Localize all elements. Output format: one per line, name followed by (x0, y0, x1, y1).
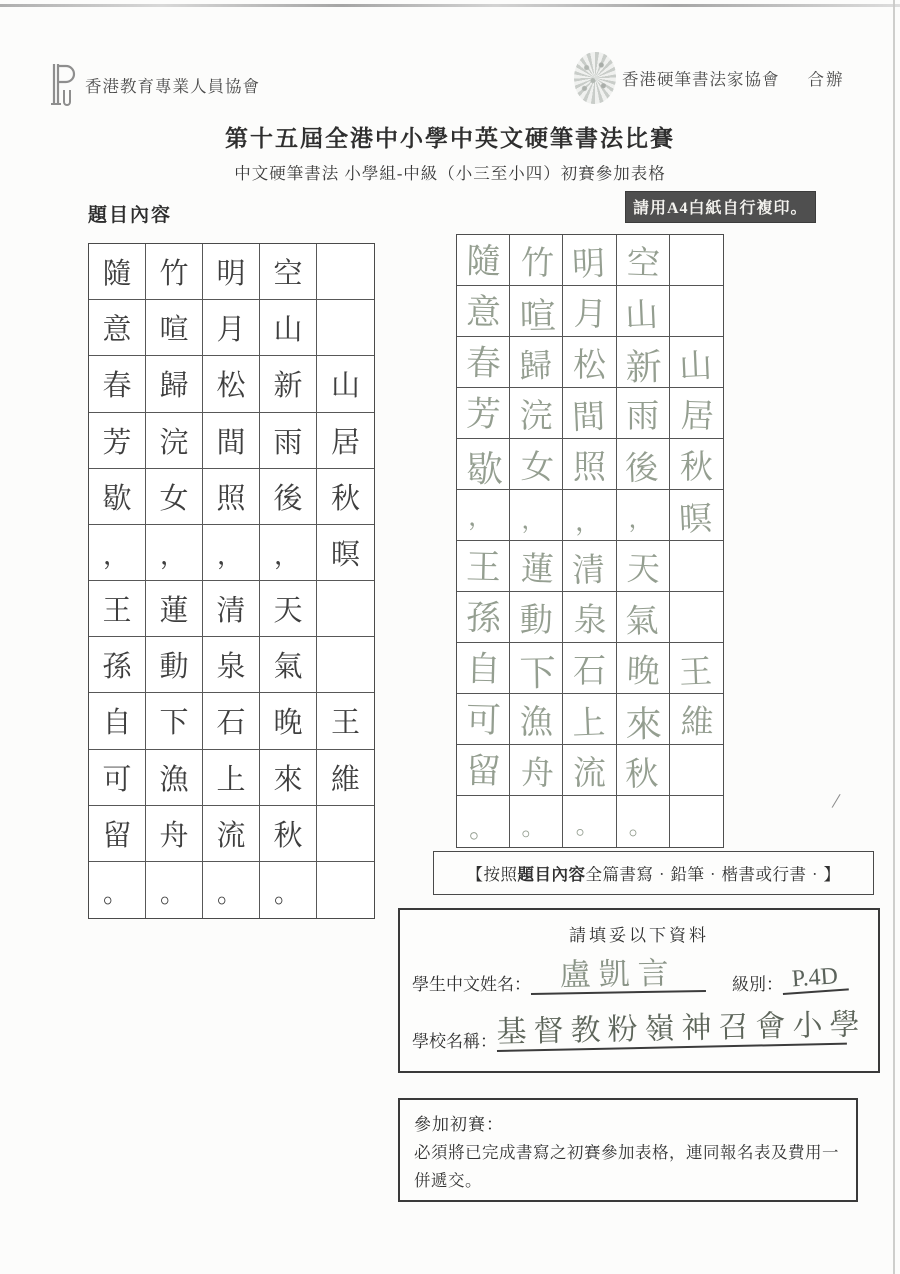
grid-cell-character: 暝 (678, 500, 713, 539)
grid-cell (317, 637, 374, 693)
scan-edge-top (0, 4, 900, 7)
grid-cell (563, 439, 616, 490)
grid-cell (670, 592, 723, 643)
grid-cell-character: ， (103, 541, 130, 570)
grid-cell-character: 可 (465, 701, 501, 741)
grid-cell (670, 286, 723, 337)
grid-cell-character: 。 (520, 814, 546, 842)
student-info-form (398, 908, 880, 1073)
grid-cell (89, 637, 146, 693)
grid-cell-character: 間 (571, 398, 606, 437)
grid-cell (457, 286, 510, 337)
grid-cell-character: 芳 (102, 426, 132, 459)
grid-cell (617, 235, 670, 286)
grid-cell-character: 王 (102, 595, 132, 628)
page-title: 第十五屆全港中小學中英文硬筆書法比賽 (225, 126, 675, 151)
grid-cell-character: 動 (519, 602, 553, 639)
grid-cell-character: 空 (273, 258, 303, 291)
grid-cell (203, 356, 260, 412)
grid-cell-character: 天 (626, 550, 661, 589)
grid-cell (670, 694, 723, 745)
grid-cell-character: 秋 (330, 482, 360, 515)
grid-cell (260, 581, 317, 637)
grid-cell-character: 喧 (159, 314, 189, 347)
grid-cell-character: 晚 (626, 652, 661, 691)
handwritten-grid (456, 234, 724, 848)
grid-cell-character: 女 (520, 448, 555, 487)
school-row (412, 1008, 867, 1052)
grid-cell (146, 637, 203, 693)
grid-cell (563, 541, 616, 592)
grid-cell-character: 後 (624, 449, 660, 488)
grid-cell-character: 自 (102, 707, 132, 740)
grid-cell (510, 490, 563, 541)
grid-cell (457, 592, 510, 643)
grid-cell (146, 806, 203, 862)
grid-cell (457, 490, 510, 541)
grid-cell (457, 745, 510, 796)
grid-cell (317, 356, 374, 412)
grid-cell-character: 隨 (102, 258, 132, 291)
grid-cell (563, 643, 616, 694)
page-subtitle: 中文硬筆書法 小學組-中級（小三至小四）初賽參加表格 (234, 164, 666, 183)
grid-cell (510, 439, 563, 490)
grid-cell (670, 643, 723, 694)
grid-cell (146, 356, 203, 412)
grid-cell-character: 照 (572, 449, 606, 486)
grid-cell-character: 氣 (624, 602, 660, 641)
grid-cell-character: 山 (678, 347, 713, 386)
grid-cell-character: 舟 (520, 754, 555, 793)
grid-cell (563, 235, 616, 286)
grid-cell-character: ， (468, 504, 494, 533)
grid-cell-character: ， (575, 508, 603, 538)
name-class-row (412, 955, 849, 995)
instruction-suffix: 全篇書寫‧鉛筆‧楷書或行書‧】 (585, 865, 841, 884)
grid-cell (563, 592, 616, 643)
grid-cell-character: 秋 (273, 819, 303, 852)
grid-cell (510, 796, 563, 847)
grid-cell (510, 643, 563, 694)
grid-cell-character: 秋 (624, 755, 660, 794)
grid-cell-character: 意 (465, 293, 501, 333)
grid-cell (563, 796, 616, 847)
grid-cell (146, 581, 203, 637)
grid-cell-character: 意 (102, 314, 132, 347)
grid-cell-character: 春 (102, 370, 132, 403)
grid-cell (260, 469, 317, 525)
grid-cell (317, 693, 374, 749)
grid-cell-character: 。 (628, 814, 653, 840)
grid-cell (146, 862, 203, 918)
grid-cell (260, 750, 317, 806)
grid-cell (89, 806, 146, 862)
grid-cell (563, 337, 616, 388)
scan-edge-right (893, 0, 895, 1274)
co-organizer-label: 合辦 (807, 70, 845, 89)
grid-cell (89, 300, 146, 356)
grid-cell-character: 後 (273, 482, 303, 515)
preliminary-round-notice (398, 1098, 858, 1202)
grid-cell (89, 413, 146, 469)
grid-cell (89, 862, 146, 918)
grid-cell (146, 693, 203, 749)
grid-cell-character: 明 (216, 258, 246, 291)
grid-cell (510, 337, 563, 388)
grid-cell (563, 694, 616, 745)
grid-cell (260, 806, 317, 862)
grid-cell-character: 秋 (679, 449, 713, 486)
notice-body: 必須將已完成書寫之初賽參加表格，連同報名表及費用一併遞交。 (414, 1143, 839, 1191)
grid-cell-character: 松 (572, 347, 606, 384)
grid-cell (203, 413, 260, 469)
grid-cell-character: 流 (216, 819, 246, 852)
grid-cell-character: 蓮 (520, 550, 555, 589)
grid-cell (510, 541, 563, 592)
grid-cell-character: 維 (330, 763, 360, 796)
grid-cell-character: 。 (160, 879, 187, 908)
grid-cell (563, 745, 616, 796)
grid-cell-character: 。 (468, 815, 496, 845)
grid-cell (260, 356, 317, 412)
grid-cell (89, 244, 146, 300)
grid-cell (203, 806, 260, 862)
grid-cell-character: 喧 (518, 296, 556, 338)
class-field: P.4D (781, 963, 849, 995)
grid-cell (670, 235, 723, 286)
grid-cell (146, 413, 203, 469)
grid-cell-character: 王 (465, 548, 501, 588)
instruction-prefix: 【按照 (466, 865, 518, 884)
grid-cell-character: 漁 (159, 763, 189, 796)
grid-cell-character: 清 (571, 551, 606, 590)
grid-cell-character: 浣 (519, 398, 553, 435)
grid-cell (317, 750, 374, 806)
class-label: 級別： (732, 975, 783, 994)
grid-cell-character: 舟 (159, 819, 189, 852)
grid-cell (617, 541, 670, 592)
grid-cell (89, 356, 146, 412)
grid-cell-character: 空 (626, 244, 661, 283)
grid-cell-character: 流 (572, 755, 606, 792)
grid-cell-character: 石 (216, 707, 246, 740)
grid-cell-character: 孫 (102, 651, 132, 684)
ptu-logo-icon (46, 60, 76, 110)
grid-cell (510, 745, 563, 796)
grid-cell-character: 上 (216, 763, 246, 796)
grid-cell (457, 235, 510, 286)
grid-cell-character: 。 (575, 813, 601, 841)
student-name-field: 盧凱言 (530, 957, 706, 995)
instruction-bold: 題目內容 (517, 865, 586, 884)
grid-cell-character: 浣 (159, 426, 189, 459)
grid-cell (203, 750, 260, 806)
grid-cell (146, 525, 203, 581)
grid-cell-character: 留 (102, 819, 132, 852)
grid-cell (670, 541, 723, 592)
grid-cell (457, 337, 510, 388)
writing-instruction-box (433, 851, 874, 895)
grid-cell (203, 862, 260, 918)
grid-cell-character: ， (160, 541, 187, 570)
right-org-name: 香港硬筆書法家協會 (622, 70, 780, 89)
grid-cell-character: 居 (330, 426, 360, 459)
grid-cell (617, 337, 670, 388)
grid-cell-character: 。 (217, 879, 244, 908)
grid-cell (617, 643, 670, 694)
grid-cell (617, 439, 670, 490)
grid-cell (670, 439, 723, 490)
grid-cell (89, 581, 146, 637)
grid-cell-character: ， (217, 541, 244, 570)
grid-cell (457, 541, 510, 592)
grid-cell (510, 694, 563, 745)
grid-cell (457, 694, 510, 745)
grid-cell (670, 796, 723, 847)
grid-cell (617, 796, 670, 847)
grid-cell (617, 388, 670, 439)
grid-cell-character: 竹 (159, 258, 189, 291)
grid-cell-character: 雨 (273, 426, 303, 459)
student-name-label: 學生中文姓名： (412, 975, 531, 994)
grid-cell-character: 自 (465, 650, 501, 690)
grid-cell (203, 525, 260, 581)
grid-cell (617, 745, 670, 796)
grid-cell-character: 照 (216, 482, 246, 515)
grid-cell (146, 300, 203, 356)
grid-cell-character: 竹 (520, 244, 555, 283)
grid-cell-character: 。 (274, 879, 301, 908)
grid-cell-character: 新 (625, 347, 663, 389)
grid-cell-character: ， (274, 541, 301, 570)
grid-cell (260, 862, 317, 918)
grid-cell-character: 王 (330, 707, 360, 740)
grid-cell-character: 動 (159, 651, 189, 684)
grid-cell (89, 469, 146, 525)
grid-cell-character: 下 (518, 653, 556, 695)
grid-cell-character: ， (520, 507, 546, 535)
topic-content-label: 題目內容 (88, 205, 173, 226)
grid-cell (203, 469, 260, 525)
grid-cell (260, 300, 317, 356)
grid-cell (317, 469, 374, 525)
grid-cell (317, 806, 374, 862)
grid-cell-character: 山 (273, 314, 303, 347)
grid-cell-character: 清 (216, 595, 246, 628)
grid-cell (89, 693, 146, 749)
grid-cell (203, 693, 260, 749)
grid-cell-character: 漁 (519, 704, 553, 741)
grid-cell (617, 694, 670, 745)
grid-cell-character: 上 (571, 704, 606, 743)
grid-cell (146, 244, 203, 300)
grid-cell (563, 388, 616, 439)
grid-cell-character: 月 (573, 295, 608, 334)
topic-grid (88, 243, 375, 919)
grid-cell (146, 469, 203, 525)
grid-cell-character: 泉 (573, 601, 608, 640)
grid-cell (89, 750, 146, 806)
stray-pen-mark: / (830, 787, 842, 814)
grid-cell-character: 山 (330, 370, 360, 403)
grid-cell-character: 下 (159, 707, 189, 740)
grid-cell-character: 來 (625, 704, 663, 746)
form-header: 請填妥以下資料 (569, 926, 709, 945)
grid-cell-character: 天 (273, 595, 303, 628)
grid-cell-character: 。 (103, 879, 130, 908)
grid-cell (317, 413, 374, 469)
grid-cell-character: 維 (680, 703, 715, 742)
notice-title: 參加初賽： (414, 1115, 504, 1134)
grid-cell-character: 泉 (216, 651, 246, 684)
grid-cell (89, 525, 146, 581)
grid-cell-character: 女 (159, 482, 189, 515)
grid-cell (457, 388, 510, 439)
grid-cell (670, 745, 723, 796)
grid-cell-character: 山 (624, 296, 660, 335)
right-organizer (574, 52, 845, 104)
grid-cell (457, 643, 510, 694)
grid-cell-character: 石 (572, 653, 606, 690)
grid-cell (670, 490, 723, 541)
grid-cell (457, 796, 510, 847)
grid-cell-character: 歇 (465, 449, 503, 491)
school-name-field: 基督教粉嶺神召會小學 (496, 1011, 847, 1052)
grid-cell-character: 蓮 (159, 595, 189, 628)
grid-cell (203, 300, 260, 356)
grid-cell (317, 244, 374, 300)
grid-cell-character: 間 (216, 426, 246, 459)
grid-cell (203, 637, 260, 693)
grid-cell-character: 明 (571, 245, 606, 284)
grid-cell-character: 暝 (330, 538, 360, 571)
grid-cell (260, 637, 317, 693)
left-org-name: 香港教育專業人員協會 (85, 77, 260, 96)
grid-cell-character: 可 (102, 763, 132, 796)
grid-cell (510, 592, 563, 643)
grid-cell-character: 松 (216, 370, 246, 403)
grid-cell-character: 晚 (273, 707, 303, 740)
grid-cell-character: 芳 (465, 395, 501, 435)
grid-cell (617, 490, 670, 541)
grid-cell (317, 300, 374, 356)
grid-cell-character: 氣 (273, 651, 303, 684)
grid-cell-character: 居 (680, 397, 715, 436)
grid-cell (260, 413, 317, 469)
grid-cell (510, 235, 563, 286)
grid-cell-character: 歸 (518, 347, 553, 386)
grid-cell (260, 244, 317, 300)
grid-cell (260, 693, 317, 749)
grid-cell-character: 孫 (465, 599, 501, 639)
seal-logo-icon (574, 52, 616, 104)
grid-cell (510, 286, 563, 337)
grid-cell-character: 歇 (102, 482, 132, 515)
grid-cell (317, 862, 374, 918)
grid-cell-character: 雨 (626, 398, 660, 435)
grid-cell (670, 388, 723, 439)
grid-cell (510, 388, 563, 439)
grid-cell (617, 286, 670, 337)
grid-cell (563, 286, 616, 337)
grid-cell-character: 留 (465, 752, 501, 792)
grid-cell (317, 581, 374, 637)
grid-cell-character: 新 (273, 370, 303, 403)
grid-cell (146, 750, 203, 806)
grid-cell-character: 歸 (159, 370, 189, 403)
grid-cell-character: 來 (273, 763, 303, 796)
grid-cell (457, 439, 510, 490)
grid-cell (670, 337, 723, 388)
grid-cell (203, 244, 260, 300)
grid-cell (617, 592, 670, 643)
school-name-label: 學校名稱： (412, 1032, 497, 1051)
grid-cell (317, 525, 374, 581)
grid-cell (563, 490, 616, 541)
grid-cell-character: 隨 (465, 242, 501, 282)
grid-cell-character: 春 (465, 344, 501, 384)
grid-cell (203, 581, 260, 637)
grid-cell-character: ， (628, 507, 653, 533)
left-organizer (46, 60, 260, 110)
grid-cell-character: 月 (216, 314, 246, 347)
grid-cell (260, 525, 317, 581)
grid-cell-character: 王 (678, 653, 713, 692)
copy-notice-badge: 請用A4白紙自行複印。 (626, 192, 815, 222)
